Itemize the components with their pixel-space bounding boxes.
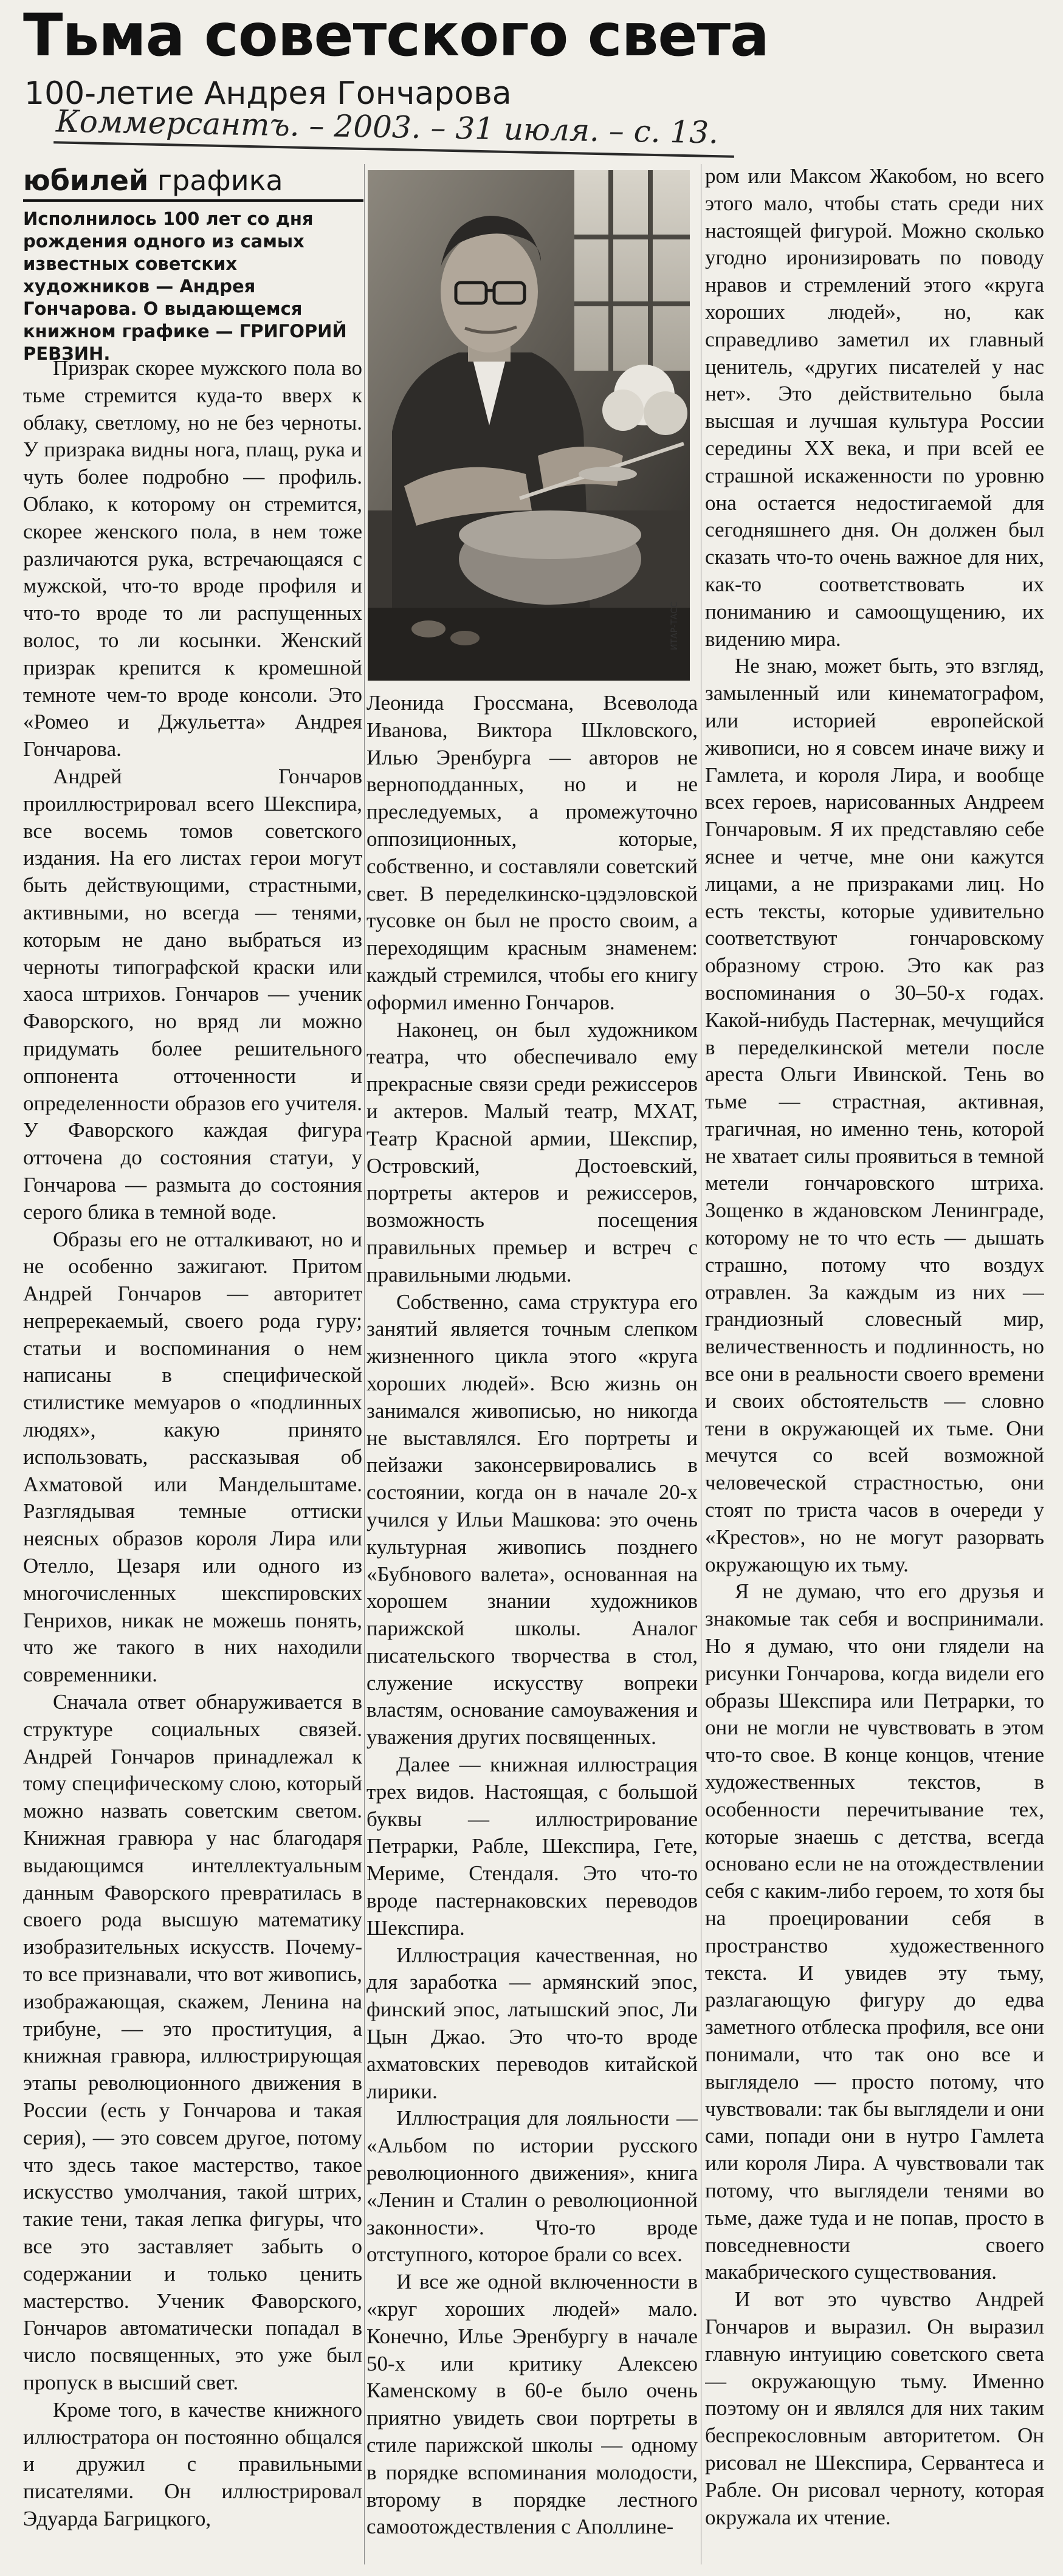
subheadline: 100-летие Андрея Гончарова <box>24 75 512 112</box>
paragraph: Я не думаю, что его друзья и знакомые так себя и воспринимали. Но я думаю, что они глядели на рисунки Гончарова, когда видели его образы Шекспира или Петрарки, то они не могли не чувствовать в этом что-то свое. В конце концов, чтение художественных текстов, в особенности перечитывание тех, которые знаешь с детства, всегда основано если не на отождествлении себя с каким-либо героем, то хотя бы на проецировании себя в пространство художественного текста. И увидев эту тьму, разлагающую фигуру до едва заметного отблеска профиля, все они понимали, что так оно все и выглядело — просто потому, что чувствовали: так бы выглядели и они сами, попади они в нутро Гамлета или короля Лира. А чувствовали так потому, что выглядели тенями во тьме, даже туда и не попав, просто в повседневности своего макабрического существования. <box>705 1579 1044 2284</box>
paragraph: Собственно, сама структура его занятий является точным слепком жизненного цикла этого «круга хороших людей». Всю жизнь он занимался живописью, но никогда не выставлялся. Его портреты и пейзажи законсервировались в состоянии, когда он в начале 20-х учился у Ильи Машкова: это очень культурная живопись позднего «Бубнового валета», основанная на хорошем знании художников парижской школы. Аналог писательского творчества в стол, служение искусству вопреки властям, основание самоуважения и уважения других посвященных. <box>366 1290 698 1750</box>
paragraph: Наконец, он был художником театра, что обеспечивало ему прекрасные связи среди режиссеров и актеров. Малый театр, МХАТ, Театр Красной армии, Шекспир, Островский, Достоевский, портреты актеров и режиссеров, возможность посещения правильных премьер и встреч с правильными людьми. <box>366 1017 698 1286</box>
paragraph: Иллюстрация качественная, но для заработка — армянский эпос, финский эпос, латышский эпос, Ли Цын Джао. Это что-то вроде ахматовских переводов китайской лирики. <box>366 1943 698 2103</box>
rubric-secondary: графика <box>157 164 283 197</box>
article-column-2 <box>366 690 698 2561</box>
paragraph: Образы его не отталкивают, но и не особенно зажигают. Притом Андрей Гончаров — авторитет непререкаемый, своего рода гуру; статьи и воспоминания о нем написаны в специфической стилистике мемуаров о «подлинных людях», какую принято использовать, рассказывая об Ахматовой или Мандельштаме. Разглядывая темные оттиски неясных образов короля Лира или Отелло, Цезаря или одного из многочисленных шекспировских Генрихов, никак не можешь понять, что же такого в них находили современники. <box>23 1227 362 1687</box>
rubric <box>23 164 283 197</box>
photo-credit: ИТАР-ТАСС <box>670 602 679 650</box>
handwritten-note: Коммерсантъ. – 2003. – 31 июля. – с. 13. <box>55 103 719 151</box>
paragraph: Не знаю, может быть, это взгляд, замыленный или кинематографом, или историей европейской живописи, но я совсем иначе вижу и Гамлета, и короля Лира, и вообще всех героев, нарисованных Андреем Гончаровым. Я их представляю себе яснее и четче, мне они кажутся лицами, а не призраками лиц. Но есть тексты, которые удивительно соответствуют гончаровскому образному строю. Это как раз воспоминания о 30–50-х годах. Какой-нибудь Пастернак, мечущийся в переделкинской метели после ареста Ольги Ивинской. Тень во тьме — страстная, активная, трагичная, но именно тень, которой не хватает силы проявиться в темной метели гончаровского штриха. Зощенко в ждановском Ленинграде, которому не то что есть — дышать страшно, потому что воздух отравлен. За каждым из них — грандиозный словесный мир, величественность и подлинность, но все они в реальности своего времени и своих обстоятельств — словно тени в окружающей их тьме. Они мечутся со всей возможной человеческой страстностью, они стоят по триста часов в очереди у «Крестов», но не могут разорвать окружающую их тьму. <box>705 654 1044 1576</box>
paragraph: И все же одной включенности в «круг хороших людей» мало. Конечно, Илье Эренбургу в начале 50-х или критику Алексею Каменскому в 60-е было очень приятно увидеть свои портреты в стиле парижской школы — одному в порядке вспоминания молодости, второму в порядке лестного самоотождествления с Аполлине- <box>366 2270 698 2539</box>
article-column-3 <box>705 163 1044 2563</box>
paragraph: Сначала ответ обнаруживается в структуре социальных связей. Андрей Гончаров принадлежал к тому специфическому слою, который можно назвать советским светом. Книжная гравюра у нас благодаря выдающимся интеллектуальным данным Фаворского превратилась в своего рода высшую математику изобразительных искусств. Почему-то все признавали, что вот живопись, изображающая, скажем, Ленина на трибуне, — это проституция, а книжная гравюра, иллюстрирующая этапы революционного движения в России (есть у Гончарова и такая серия), — это совсем другое, потому что здесь такое мастерство, такое искусство умолчания, такой штрих, такие тени, такая лепка фигуры, что все это заставляет забыть о содержании и только ценить мастерство. Ученик Фаворского, Гончаров автоматически попадал в число посвященных, это уже был пропуск в высший свет. <box>23 1690 362 2394</box>
paragraph: Кроме того, в качестве книжного иллюстратора он постоянно общался и дружил с правильными писателями. Он иллюстрировал Эдуарда Багрицкого, <box>23 2397 362 2530</box>
paragraph: Иллюстрация для лояльности — «Альбом по истории русского революционного движения», книга «Ленин и Сталин о революционной законности». Что-то вроде отступного, которое брали со всех. <box>366 2106 698 2267</box>
paragraph: ром или Максом Жакобом, но всего этого мало, чтобы стать среди них настоящей фигурой. Можно сколько угодно иронизировать по поводу нравов и стремлений этого «круга хороших людей», но, как справедливо заметил их главный ценитель, «других писателей у нас нет». Это действительно была высшая и лучшая культура России середины XX века, и при всей ее страшной искаженности по уровню она остается недостигаемой для сегодняшнего дня. Он должен был сказать что-то очень важное для них, как-то соответствовать их пониманию и самоощущению, их видению мира. <box>705 164 1044 651</box>
rubric-rule <box>23 199 363 202</box>
paragraph: Леонида Гроссмана, Всеволода Иванова, Виктора Шкловского, Илью Эренбурга — авторов не верноподданных, но и не преследуемых, а промежуточно оппозиционных, которые, собственно, и составляли советский свет. В переделкинско-цэдэловской тусовке он был не просто своим, а переходящим красным знаменем: каждый стремился, чтобы его книгу оформил именно Гончаров. <box>366 691 698 1014</box>
lead-paragraph: Исполнилось 100 лет со дня рождения одного из самых известных советских художников — Андрея Гончарова. О выдающемся книжном графике — ГРИГОРИЙ РЕВЗИН. <box>23 208 347 364</box>
paragraph: Призрак скорее мужского пола во тьме стремится куда-то вверх к облаку, светлому, но не без черноты. У призрака видны нога, плащ, рука и чуть более подробно — профиль. Облако, к которому он стремится, скорее женского пола, в нем тоже различаются рука, встречающаяся с мужской, что-то вроде профиля и что-то вроде то ли распущенных волос, то ли косынки. Женский призрак крепится к кромешной темноте чем-то вроде консоли. Это «Ромео и Джульетта» Андрея Гончарова. <box>23 356 362 761</box>
paragraph: Андрей Гончаров проиллюстрировал всего Шекспира, все восемь томов советского издания. На его листах герои могут быть действующими, страстными, активными, но всегда — тенями, которым не дано выбраться из черноты типографской краски или хаоса штрихов. Гончаров — ученик Фаворского, но вряд ли можно придумать более решительного оппонента отточенности и определенности образов его учителя. У Фаворского каждая фигура отточена до состояния статуи, у Гончарова — размыта до состояния серого блика в темной воде. <box>23 764 362 1224</box>
article-photo <box>368 170 690 681</box>
paragraph: Далее — книжная иллюстрация трех видов. Настоящая, с большой буквы — иллюстрирование Петрарки, Рабле, Шекспира, Гете, Мериме, Стендаля. Это что-то вроде пастернаковских переводов Шекспира. <box>366 1753 698 1940</box>
column-divider <box>364 164 365 2564</box>
headline: Тьма советского света <box>23 1 769 69</box>
rubric-primary: юбилей <box>23 164 149 197</box>
paragraph: И вот это чувство Андрей Гончаров и выразил. Он выразил главную интуицию советского света — окружающую тьму. Именно поэтому он и являлся для них таким беспрекословным авторитетом. Он рисовал не Шекспира, Сервантеса и Рабле. Он рисовал черноту, которая окружала их чтение. <box>705 2287 1044 2529</box>
article-column-1 <box>23 355 362 2561</box>
photo-illustration <box>368 170 690 681</box>
